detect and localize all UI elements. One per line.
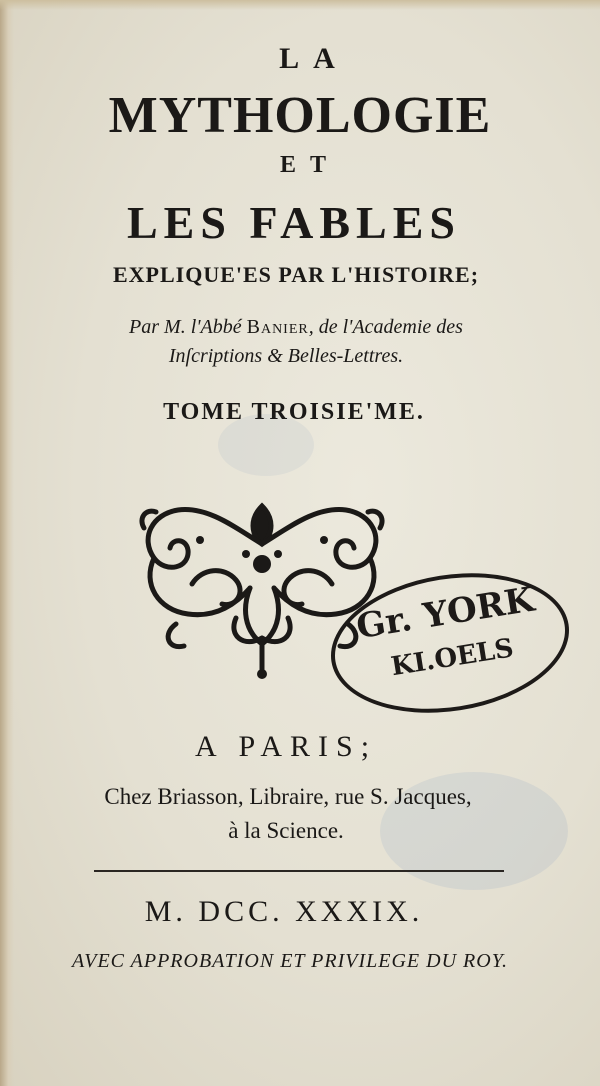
title-mythologie: MYTHOLOGIE <box>108 87 492 144</box>
privilege-line: AVEC APPROBATION ET PRIVILEGE DU ROY. <box>72 950 508 972</box>
title-la: LA <box>279 42 349 75</box>
author-suffix: , de l'Academie des <box>308 316 463 338</box>
author-name: Banier <box>246 316 309 338</box>
author-prefix: Par M. l'Abbé <box>129 316 247 338</box>
stamp-line-2: KI.OELS <box>389 633 516 683</box>
author-line <box>0 316 596 339</box>
horizontal-rule <box>94 870 504 872</box>
volume-label: TOME TROISIE'ME. <box>163 399 425 425</box>
title-et: ET <box>279 152 340 178</box>
publisher-line-1: Chez Briasson, Libraire, rue S. Jacques, <box>104 784 472 809</box>
publisher-line-2: à la Science. <box>228 818 344 843</box>
author-affiliation: Inſcriptions & Belles-Lettres. <box>168 345 404 367</box>
imprint-place: A PARIS; <box>194 730 378 763</box>
page-edge-top <box>0 0 600 10</box>
stamp-line-1: Gr. YORK <box>353 579 537 648</box>
subtitle: EXPLIQUE'ES PAR L'HISTOIRE; <box>112 262 480 287</box>
imprint-date: M. DCC. XXXIX. <box>144 895 424 928</box>
title-fables: LES FABLES <box>127 197 461 248</box>
